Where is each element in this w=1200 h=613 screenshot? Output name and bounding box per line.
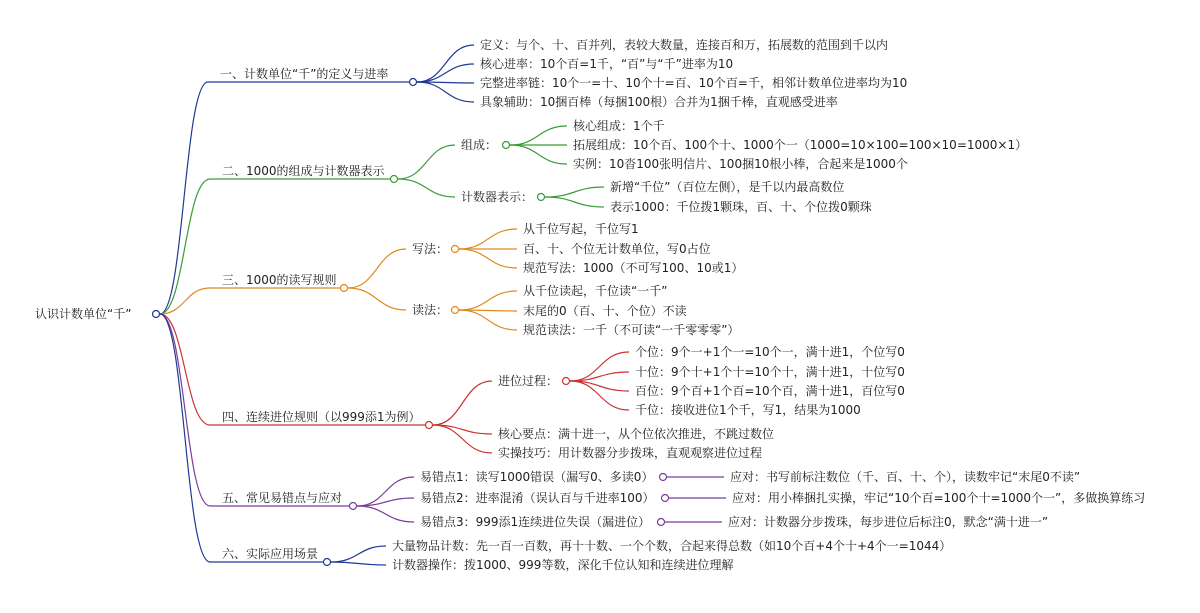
branch-collapse-toggle[interactable] [350, 503, 357, 510]
branch-leaf-connector [417, 82, 474, 102]
branch-subnode-connector [398, 145, 455, 179]
subnode-leaf-connector [510, 126, 567, 145]
branch-subnode-connector [348, 288, 406, 310]
branch-collapse-toggle[interactable] [391, 176, 398, 183]
leaf-node-label: 应对：书写前标注数位（千、百、十、个），读数牢记“末尾0不读” [730, 470, 1081, 484]
leaf-node-label: 实操技巧：用计数器分步拨珠，直观观察进位过程 [498, 446, 763, 460]
leaf-node-label: 计数器操作：拨1000、999等数，深化千位认知和连续进位理解 [392, 558, 734, 572]
subnode-leaf-connector [510, 145, 567, 164]
subnode-leaf-connector [545, 197, 604, 207]
leaf-node-label: 千位：接收进位1个千，写1，结果为1000 [635, 403, 861, 417]
subnode-label: 组成： [461, 138, 498, 152]
leaf-node-label: 个位：9个一+1个一=10个一，满十进1，个位写0 [635, 345, 905, 359]
leaf-node-label: 大量物品计数：先一百一百数，再十十数、一个个数，合起来得总数（如10个百+4个十+4个一=1044） [392, 539, 952, 553]
leaf-node-label: 应对：计数器分步拨珠，每步进位后标注0，默念“满十进一” [728, 515, 1049, 529]
leaf-node-label: 实例：10沓100张明信片、100捆10根小棒，合起来是1000个 [573, 157, 908, 171]
leaf-node-label: 十位：9个十+1个十=10个十，满十进1，十位写0 [635, 365, 905, 379]
leaf-node-label: 百、十、个位无计数单位，写0占位 [523, 242, 711, 256]
subnode-label: 计数器表示： [461, 190, 534, 204]
leaf-node-label: 核心要点：满十进一，从个位依次推进，不跳过数位 [498, 427, 775, 441]
subnode-leaf-connector [545, 187, 604, 197]
branch-node-label: 六、实际应用场景 [222, 547, 319, 561]
subnode-label: 写法： [412, 242, 449, 256]
branch-node-label: 四、连续进位规则（以999添1为例） [222, 410, 421, 424]
branch-collapse-toggle[interactable] [324, 559, 331, 566]
leaf-node-label: 新增“千位”（百位左侧），是千以内最高数位 [610, 180, 845, 194]
leaf-node-label: 核心组成：1个千 [573, 119, 665, 133]
root-collapse-toggle[interactable] [153, 311, 160, 318]
leaf-node-label: 规范写法：1000（不可写100、10或1） [523, 261, 744, 275]
subnode-collapse-toggle[interactable] [452, 246, 459, 253]
branch-leaf-connector [417, 45, 474, 82]
root-branch-connector [160, 82, 208, 314]
leaf-node-label: 末尾的0（百、十、个位）不读 [523, 304, 687, 318]
branch-collapse-toggle[interactable] [426, 422, 433, 429]
leaf-node-label: 百位：9个百+1个百=10个百，满十进1，百位写0 [635, 384, 905, 398]
subnode-leaf-connector [459, 291, 517, 310]
leaf-node-label: 应对：用小棒捆扎实操，牢记“10个百=100个十=1000个一”，多做换算练习 [732, 491, 1146, 505]
subnode-label: 易错点2：进率混淆（误认百与千进率100） [420, 491, 655, 505]
subnode-collapse-toggle[interactable] [658, 519, 665, 526]
branch-leaf-connector [331, 562, 386, 565]
branch-node-label: 一、计数单位“千”的定义与进率 [220, 67, 389, 81]
subnode-collapse-toggle[interactable] [563, 378, 570, 385]
root-branch-connector [160, 314, 210, 562]
subnode-collapse-toggle[interactable] [503, 142, 510, 149]
branch-collapse-toggle[interactable] [341, 285, 348, 292]
subnode-collapse-toggle[interactable] [662, 495, 669, 502]
branch-collapse-toggle[interactable] [410, 79, 417, 86]
subnode-label: 易错点3：999添1连续进位失误（漏进位） [420, 515, 651, 529]
branch-subnode-connector [433, 381, 492, 425]
leaf-node-label: 规范读法：一千（不可读“一千零零零”） [523, 323, 740, 337]
subnode-leaf-connector [570, 381, 629, 410]
subnode-collapse-toggle[interactable] [660, 474, 667, 481]
subnode-leaf-connector [459, 229, 517, 249]
branch-node-label: 五、常见易错点与应对 [222, 491, 343, 505]
branch-subnode-connector [357, 506, 414, 522]
subnode-label: 读法： [412, 303, 449, 317]
root-branch-connector [160, 314, 210, 506]
subnode-label: 易错点1：读写1000错误（漏写0、多读0） [420, 470, 654, 484]
leaf-node-label: 具象辅助：10捆百棒（每捆100根）合并为1捆千棒，直观感受进率 [480, 95, 838, 109]
leaf-node-label: 从千位写起，千位写1 [523, 222, 639, 236]
leaf-node-label: 表示1000：千位拨1颗珠，百、十、个位拨0颗珠 [610, 200, 872, 214]
leaf-node-label: 核心进率：10个百=1千，“百”与“千”进率为10 [480, 57, 734, 71]
branch-node-label: 二、1000的组成与计数器表示 [222, 164, 385, 178]
branch-subnode-connector [398, 179, 455, 197]
branch-subnode-connector [348, 249, 406, 288]
branch-leaf-connector [331, 546, 386, 562]
leaf-node-label: 拓展组成：10个百、100个十、1000个一（1000=10×100=100×10=1000×1） [573, 138, 1028, 152]
subnode-collapse-toggle[interactable] [538, 194, 545, 201]
branch-leaf-connector [417, 64, 474, 82]
subnode-label: 进位过程： [498, 374, 559, 388]
branch-node-label: 三、1000的读写规则 [222, 273, 337, 287]
subnode-collapse-toggle[interactable] [452, 307, 459, 314]
leaf-node-label: 完整进率链：10个一=十、10个十=百、10个百=千，相邻计数单位进率均为10 [480, 76, 908, 90]
leaf-node-label: 定义：与个、十、百并列，表较大数量，连接百和万，拓展数的范围到千以内 [480, 38, 889, 52]
subnode-leaf-connector [459, 249, 517, 268]
root-branch-connector [160, 179, 210, 314]
subnode-leaf-connector [459, 310, 517, 330]
root-node-label: 认识计数单位“千” [35, 307, 132, 321]
leaf-node-label: 从千位读起，千位读“一千” [523, 284, 668, 298]
